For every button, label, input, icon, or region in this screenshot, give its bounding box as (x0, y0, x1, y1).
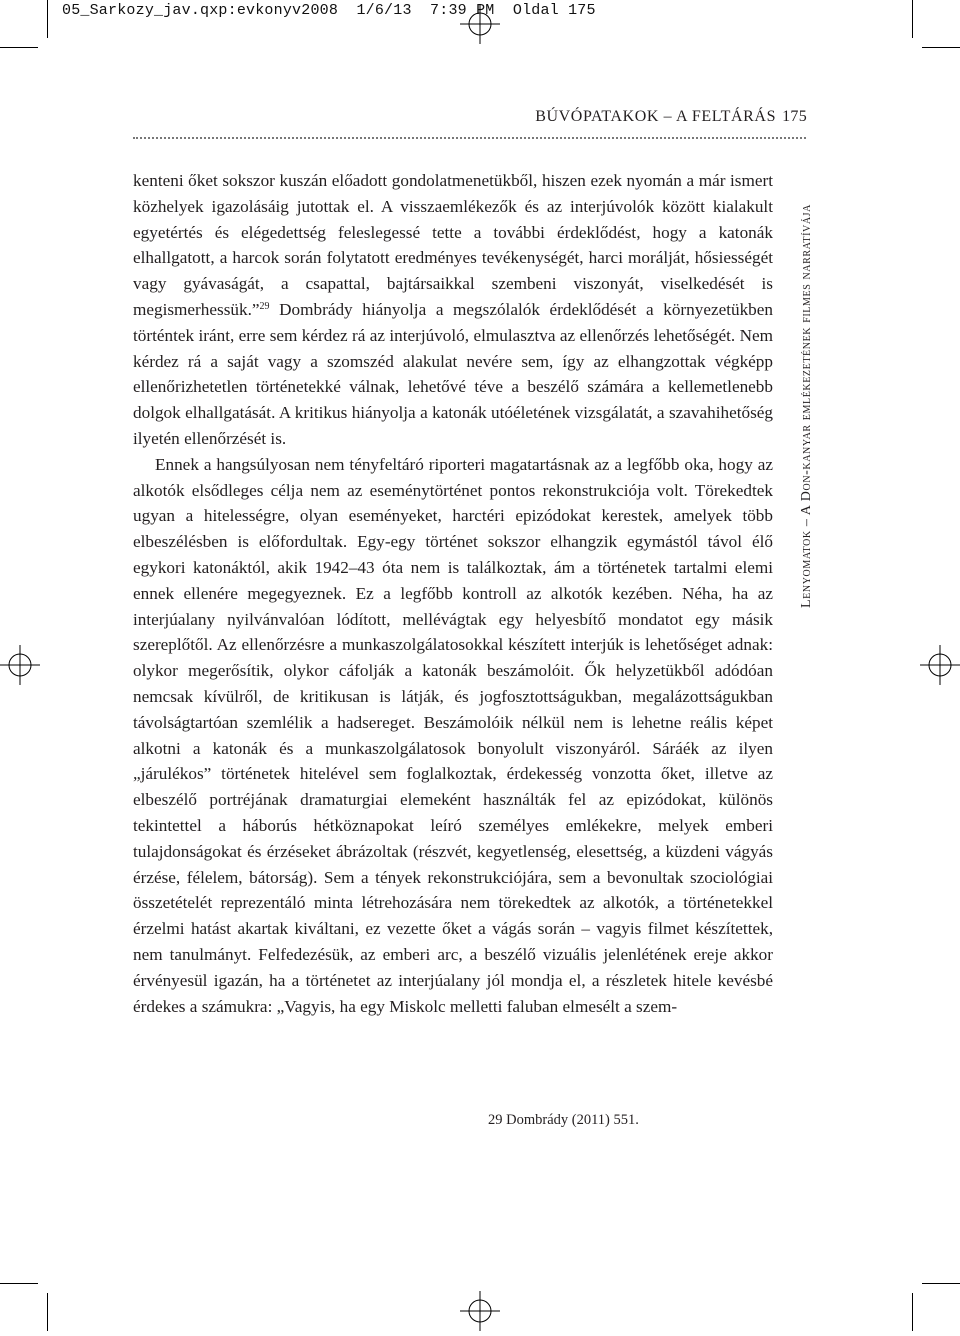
paragraph (133, 452, 773, 1020)
registration-mark-bottom-icon (460, 1291, 500, 1331)
crop-mark-top-right-icon (898, 0, 960, 62)
paragraph-text: Dombrády hiányolja a megszólalók érdeklődését a környezetükben történtek iránt, erre sem kérdez rá az interjúvoló, elmulasztva az ellenőrzés lehetőségét. Nem kérdez rá a saját vagy a szomszéd alakulat nevére sem, így az elhangzottak végképp ellenőrizhetetlen történetekké válnak, lehetővé téve a beszélő számára a kellemetlenebb dolgok elhallgatását. A kritikus hiányolja a katonák utóéletének vizsgálatát, a szavahihetőség ilyetén ellenőrzését is. (133, 299, 774, 448)
side-title-text: Lenyomatok – A Don-kanyar emlékezetének filmes narratívája (799, 204, 814, 608)
print-slug: 05_Sarkozy_jav.qxp:evkonyv2008 1/6/13 7:39 PM Oldal 175 (62, 2, 596, 19)
running-head (535, 108, 807, 126)
registration-mark-right-icon (920, 645, 960, 685)
crop-mark-bottom-right-icon (898, 1269, 960, 1331)
paragraph-text: kenteni őket sokszor kuszán előadott gondolatmenetükből, hiszen ezek nyomán a már ismert közhelyek igazolásáig jutottak el. A visszaemlékezők és az interjúvolók között kialakult egyetértés és elégedettség feleslegessé tette a további érdeklődést, hogy a katonák elhallgatott, a harcok során folytatott eredményes tevékenységét, harci morálját, hősiességét vagy gyávaságát, a csapattal, bajtársaikkal szembeni viszonyát, viselkedését is megismerhessük.” (133, 171, 773, 319)
crop-mark-top-left-icon (0, 0, 62, 62)
paragraph (133, 168, 773, 452)
registration-mark-top-icon (460, 4, 500, 44)
paragraph-text: Ennek a hangsúlyosan nem tényfeltáró riporteri magatartásnak az a legfőbb oka, hogy az alkotók elsődleges célja nem az eseménytörténet pontos rekonstrukciója volt. Törekedtek ugyan a hitelességre, olyan eseményeket, harctéri epizódokat kerestek, amelyek több elbeszélésben is előfordultak. Egy-egy történet sokszor elhangzik egymástól távol élő egykori katonáktól, akik 1942–43 óta nem is találkoztak, ám a történetek tartalmi elemi ennek ellenére megegyeznek. Ez a legfőbb kontroll az alkotók kezében. Néha, ha az interjúalany nyilvánvalóan lódított, mellévágtak egy helyesbítő mondatot egy másik szereplőtől. Az ellenőrzésre a munkaszolgálatosokkal készített interjúk is lehetőséget adnak: olykor megerősítik, olykor cáfolják a katonák beszámolóit. Ők helyzetükből adódóan nemcsak kívülről, de kritikusan is látják, és jogfosztottságukban, megalázottságukban távolságtartóan szemlélik a hadsereget. Beszámolóik nélkül nem is lehetne reális képet alkotni a katonák és a munkaszolgálatosok bonyolult viszonyáról. Sáráék az ilyen „járulékos” történetek hitelével sem foglalkoztak, érdekesség vonzotta őket, illetve az elbeszélő portréjának dramaturgiai elemeként használták fel az epizódokat, különös tekintettel a háborús hétköznapokat leíró személyes emlékekre, melyek emberi tulajdonságokat és érzéseket ábrázoltak (részvét, kegyetlenség, elesettség, a küzdeni vágyás érzése, félelem, bátorság). Sem a tények rekonstrukciójára, sem a bevonultak szociológiai összetételét reprezentáló minta létrehozására nem törekedtek az alkotók, a történetekkel érzelmi hatást akartak kiváltani, ez vezette őket a vágás során – vagyis filmet készítettek, nem tanulmányt. Felfedezésük, az emberi arc, a beszélő vizuális jelenlétének ereje akkor érvényesül igazán, ha a történetet az interjúalany jól mondja el, a részletek hitele kevésbé érdekes a számukra: „Vagyis, ha egy Miskolc melletti faluban elmesélt a szem- (133, 454, 773, 1016)
footnote: 29 Dombrády (2011) 551. (488, 1112, 639, 1128)
crop-mark-bottom-left-icon (0, 1269, 62, 1331)
vertical-side-title (796, 165, 818, 647)
body-text (133, 168, 773, 1019)
registration-mark-left-icon (0, 645, 40, 685)
footnote-reference: 29 (259, 300, 270, 312)
header-dotted-rule (133, 137, 806, 139)
page-number: 175 (782, 108, 807, 125)
running-head-title: BÚVÓPATAKOK – A FELTÁRÁS (535, 108, 777, 125)
